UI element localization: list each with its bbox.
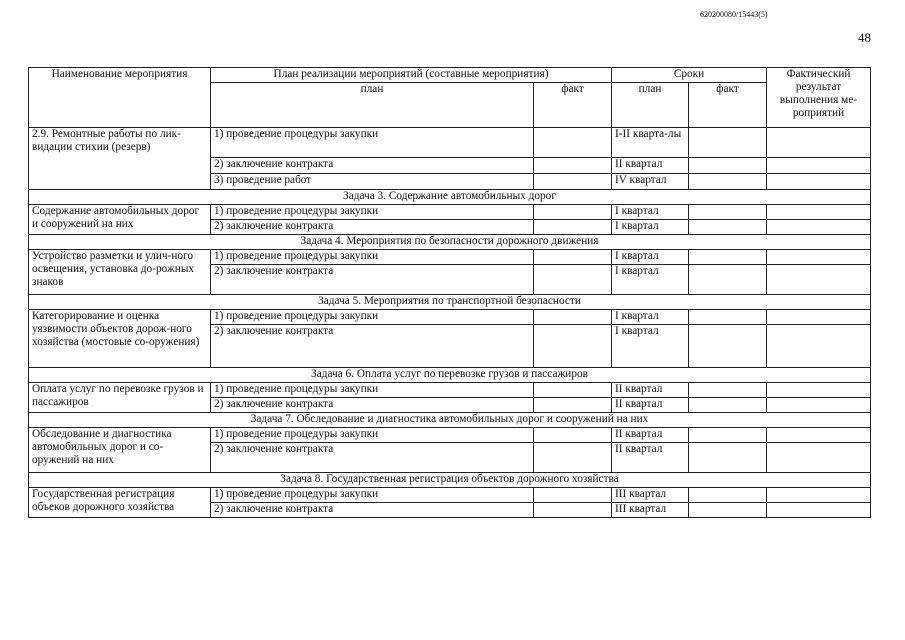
plan-item: 1) проведение процедуры закупки (211, 428, 534, 443)
header-result: Фактический результат выполнения ме-роприятий (767, 68, 871, 128)
fact-cell (534, 220, 612, 235)
term-fact (689, 443, 767, 473)
activity-name: Категорирование и оценка уязвимости объектов дорож-ного хозяйства (мостовые со-оружения) (29, 310, 211, 368)
table-row (29, 310, 871, 325)
plan-item: 1) проведение процедуры закупки (211, 383, 534, 398)
result-cell (767, 398, 871, 413)
term-fact (689, 325, 767, 368)
fact-cell (534, 128, 612, 158)
term-plan: III квартал (612, 503, 689, 518)
task-heading: Задача 8. Государственная регистрация объектов дорожного хозяйства (29, 473, 871, 488)
fact-cell (534, 398, 612, 413)
term-fact (689, 205, 767, 220)
activity-name: Оплата услуг по перевозке грузов и пассажиров (29, 383, 211, 413)
task-heading: Задача 3. Содержание автомобильных дорог (29, 190, 871, 205)
activity-name: Государственная регистрация объеков дорожного хозяйства (29, 488, 211, 518)
term-plan: I квартал (612, 310, 689, 325)
term-fact (689, 428, 767, 443)
term-plan: II квартал (612, 428, 689, 443)
fact-cell (534, 503, 612, 518)
plan-item: 2) заключение контракта (211, 398, 534, 413)
header-plan: план (211, 83, 534, 128)
term-plan: II квартал (612, 158, 689, 174)
task-heading: Задача 6. Оплата услуг по перевозке грузов и пассажиров (29, 368, 871, 383)
term-plan: II квартал (612, 443, 689, 473)
term-fact (689, 174, 767, 190)
term-plan: I-II кварта-лы (612, 128, 689, 158)
term-plan: IV квартал (612, 174, 689, 190)
result-cell (767, 383, 871, 398)
fact-cell (534, 265, 612, 295)
term-fact (689, 310, 767, 325)
result-cell (767, 310, 871, 325)
term-fact (689, 250, 767, 265)
fact-cell (534, 325, 612, 368)
term-fact (689, 503, 767, 518)
plan-item: 1) проведение процедуры закупки (211, 128, 534, 158)
result-cell (767, 250, 871, 265)
plan-item: 2) заключение контракта (211, 158, 534, 174)
term-fact (689, 383, 767, 398)
term-plan: I квартал (612, 265, 689, 295)
result-cell (767, 174, 871, 190)
plan-item: 1) проведение процедуры закупки (211, 250, 534, 265)
term-plan: I квартал (612, 205, 689, 220)
result-cell (767, 265, 871, 295)
term-plan: I квартал (612, 220, 689, 235)
result-cell (767, 325, 871, 368)
term-fact (689, 488, 767, 503)
activity-name: Устройство разметки и улич-ного освещения, установка до-рожных знаков (29, 250, 211, 295)
fact-cell (534, 174, 612, 190)
result-cell (767, 488, 871, 503)
table-row (29, 250, 871, 265)
plan-item: 2) заключение контракта (211, 443, 534, 473)
table-row (29, 383, 871, 398)
plan-item: 1) проведение процедуры закупки (211, 205, 534, 220)
term-fact (689, 398, 767, 413)
header-plan-group: План реализации мероприятий (составные мероприятия) (211, 68, 612, 83)
term-fact (689, 128, 767, 158)
result-cell (767, 205, 871, 220)
header-name: Наименование мероприятия (29, 68, 211, 128)
fact-cell (534, 383, 612, 398)
term-fact (689, 265, 767, 295)
activity-name: Содержание автомобильных дорог и сооружений на них (29, 205, 211, 235)
page-number: 48 (858, 30, 871, 45)
plan-item: 3) проведение работ (211, 174, 534, 190)
result-cell (767, 428, 871, 443)
term-plan: I квартал (612, 325, 689, 368)
activities-table (28, 67, 871, 518)
result-cell (767, 158, 871, 174)
task-heading: Задача 4. Мероприятия по безопасности дорожного движения (29, 235, 871, 250)
table-row (29, 488, 871, 503)
plan-item: 2) заключение контракта (211, 220, 534, 235)
plan-item: 2) заключение контракта (211, 325, 534, 368)
fact-cell (534, 310, 612, 325)
fact-cell (534, 158, 612, 174)
result-cell (767, 503, 871, 518)
fact-cell (534, 250, 612, 265)
header-terms-plan: план (612, 83, 689, 128)
term-plan: III квартал (612, 488, 689, 503)
plan-item: 1) проведение процедуры закупки (211, 488, 534, 503)
result-cell (767, 128, 871, 158)
plan-item: 1) проведение процедуры закупки (211, 310, 534, 325)
term-fact (689, 220, 767, 235)
result-cell (767, 220, 871, 235)
fact-cell (534, 205, 612, 220)
table-row (29, 205, 871, 220)
header-terms-group: Сроки (612, 68, 767, 83)
document-code: 620200080/15443(5) (700, 10, 768, 19)
fact-cell (534, 488, 612, 503)
table-row (29, 128, 871, 158)
term-fact (689, 158, 767, 174)
term-plan: I квартал (612, 250, 689, 265)
result-cell (767, 443, 871, 473)
term-plan: II квартал (612, 383, 689, 398)
fact-cell (534, 428, 612, 443)
plan-item: 2) заключение контракта (211, 265, 534, 295)
table-row (29, 428, 871, 443)
header-fact: факт (534, 83, 612, 128)
header-terms-fact: факт (689, 83, 767, 128)
activity-name: 2.9. Ремонтные работы по лик-видации стихии (резерв) (29, 128, 211, 190)
task-heading: Задача 5. Мероприятия по транспортной безопасности (29, 295, 871, 310)
fact-cell (534, 443, 612, 473)
plan-item: 2) заключение контракта (211, 503, 534, 518)
task-heading: Задача 7. Обследование и диагностика автомобильных дорог и сооружений на них (29, 413, 871, 428)
activity-name: Обследование и диагностика автомобильных дорог и со-оружений на них (29, 428, 211, 473)
term-plan: II квартал (612, 398, 689, 413)
